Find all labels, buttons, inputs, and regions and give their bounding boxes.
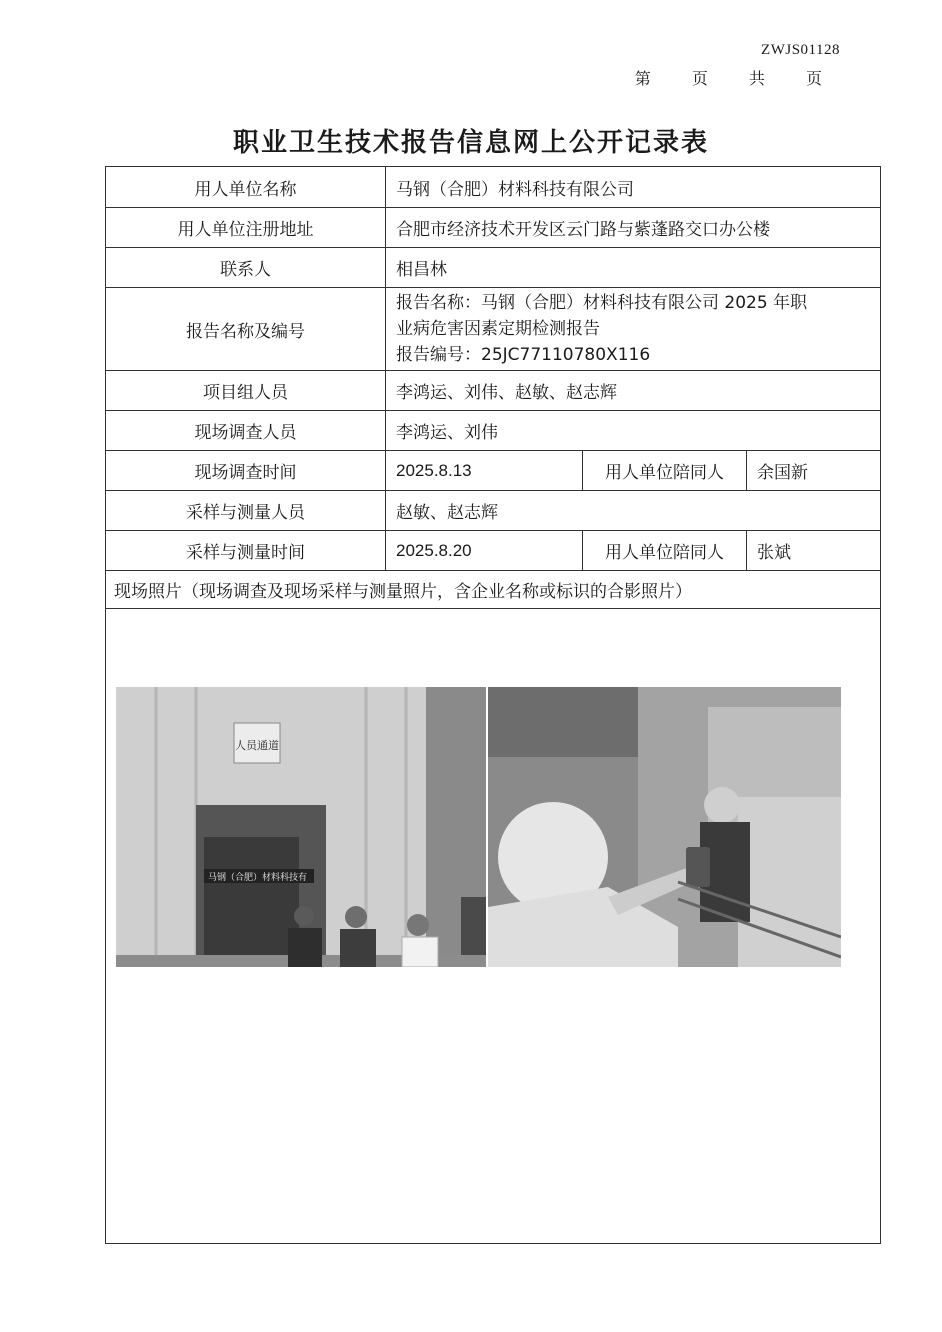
contact-value: 相昌林 <box>386 248 881 288</box>
page-counter: 第 页 共 页 <box>634 69 840 88</box>
report-label: 报告名称及编号 <box>106 288 386 371</box>
sampling-staff-label: 采样与测量人员 <box>106 491 386 531</box>
row-photos <box>106 609 881 1244</box>
photo-sampling-measurement <box>488 687 841 967</box>
report-number: 报告编号：25JC77110780X116 <box>396 345 651 365</box>
address-label: 用人单位注册地址 <box>106 208 386 248</box>
banner-text: 马钢（合肥）材料科技有 <box>208 873 308 883</box>
photo-group-entrance <box>116 687 486 967</box>
team-label: 项目组人员 <box>106 371 386 411</box>
door-sign-text: 人员通道 <box>235 739 279 752</box>
survey-staff-label: 现场调查人员 <box>106 411 386 451</box>
sampling-companion-label: 用人单位陪同人 <box>583 531 747 571</box>
sampling-time-label: 采样与测量时间 <box>106 531 386 571</box>
photos-label: 现场照片（现场调查及现场采样与测量照片，含企业名称或标识的合影照片） <box>106 571 881 609</box>
photo-group-entrance-image <box>116 687 486 967</box>
photos-container <box>116 687 841 967</box>
report-name-line1: 报告名称：马钢（合肥）材料科技有限公司 2025 年职 <box>396 293 808 313</box>
row-contact <box>106 248 881 288</box>
document-title: 职业卫生技术报告信息网上公开记录表 <box>232 128 709 158</box>
photos-cell <box>106 609 881 1244</box>
row-sampling-staff <box>106 491 881 531</box>
survey-time-value: 2025.8.13 <box>386 451 583 491</box>
contact-label: 联系人 <box>106 248 386 288</box>
row-report <box>106 288 881 371</box>
employer-name-value: 马钢（合肥）材料科技有限公司 <box>386 167 881 208</box>
sampling-staff-value: 赵敏、赵志辉 <box>386 491 881 531</box>
sampling-companion-value: 张斌 <box>747 531 881 571</box>
row-team <box>106 371 881 411</box>
survey-companion-value: 余国新 <box>747 451 881 491</box>
form-code: ZWJS01128 <box>761 42 840 58</box>
survey-time-label: 现场调查时间 <box>106 451 386 491</box>
record-table <box>105 166 881 1244</box>
row-photos-header <box>106 571 881 609</box>
row-employer-name <box>106 167 881 208</box>
address-value: 合肥市经济技术开发区云门路与紫蓬路交口办公楼 <box>386 208 881 248</box>
row-survey-staff <box>106 411 881 451</box>
team-value: 李鸿运、刘伟、赵敏、赵志辉 <box>386 371 881 411</box>
employer-name-label: 用人单位名称 <box>106 167 386 208</box>
survey-companion-label: 用人单位陪同人 <box>583 451 747 491</box>
photo-sampling-image <box>488 687 841 967</box>
report-name-line2: 业病危害因素定期检测报告 <box>396 319 600 339</box>
row-survey-time <box>106 451 881 491</box>
report-value <box>386 288 881 371</box>
row-address <box>106 208 881 248</box>
sampling-time-value: 2025.8.20 <box>386 531 583 571</box>
row-sampling-time <box>106 531 881 571</box>
survey-staff-value: 李鸿运、刘伟 <box>386 411 881 451</box>
